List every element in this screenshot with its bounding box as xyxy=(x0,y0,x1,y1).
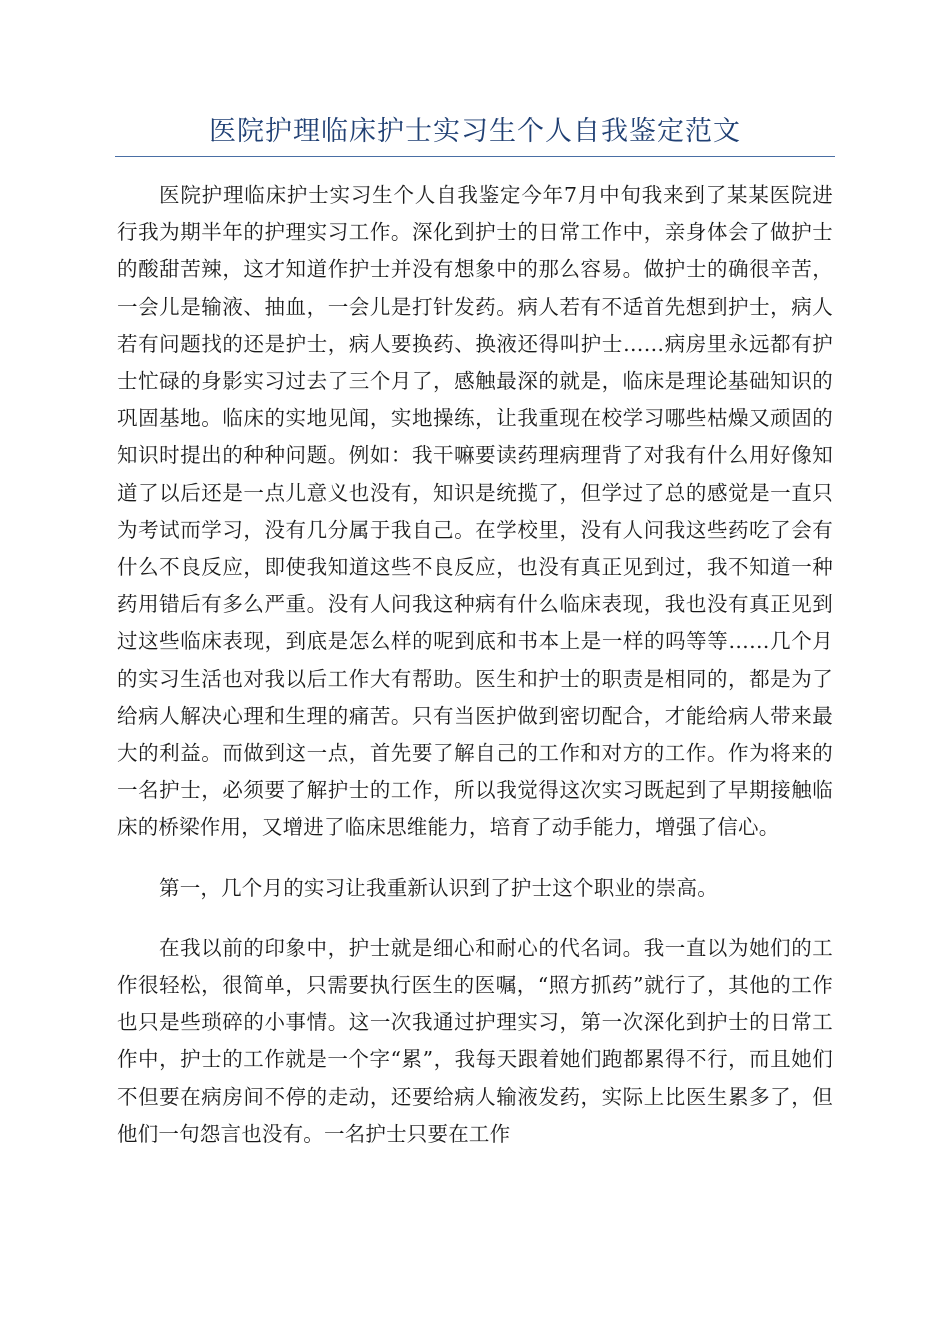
document-title: 医院护理临床护士实习生个人自我鉴定范文 xyxy=(209,116,741,147)
title-block xyxy=(115,112,835,157)
paragraph-3: 在我以前的印象中，护士就是细心和耐心的代名词。我一直以为她们的工作很轻松，很简单，只需要执行医生的医嘱，“照方抓药”就行了，其他的工作也只是些琐碎的小事情。这一次我通过护理实习，第一次深化到护士的日常工作中，护士的工作就是一个字“累”，我每天跟着她们跑都累得不行，而且她们不但要在病房间不停的走动，还要给病人输液发药，实际上比医生累多了，但他们一句怨言也没有。一名护士只要在工作 xyxy=(117,935,833,1146)
paragraph-2: 第一，几个月的实习让我重新认识到了护士这个职业的崇高。 xyxy=(159,875,718,900)
document-body xyxy=(117,177,833,1153)
paragraph-1: 医院护理临床护士实习生个人自我鉴定今年7月中旬我来到了某某医院进行我为期半年的护理实习工作。深化到护士的日常工作中，亲身体会了做护士的酸甜苦辣，这才知道作护士并没有想象中的那么容易。做护士的确很辛苦，一会儿是输液、抽血，一会儿是打针发药。病人若有不适首先想到护士，病人若有问题找的还是护士，病人要换药、换液还得叫护士……病房里永远都有护士忙碌的身影实习过去了三个月了，感触最深的就是，临床是理论基础知识的巩固基地。临床的实地见闻，实地操练，让我重现在校学习哪些枯燥又顽固的知识时提出的种种问题。例如：我干嘛要读药理病理背了对我有什么用好像知道了以后还是一点儿意义也没有，知识是统揽了，但学过了总的感觉是一直只为考试而学习，没有几分属于我自己。在学校里，没有人问我这些药吃了会有什么不良反应，即使我知道这些不良反应，也没有真正见到过，我不知道一种药用错后有多么严重。没有人问我这种病有什么临床表现，我也没有真正见到过这些临床表现，到底是怎么样的呢到底和书本上是一样的吗等等……几个月的实习生活也对我以后工作大有帮助。医生和护士的职责是相同的，都是为了给病人解决心理和生理的痛苦。只有当医护做到密切配合，才能给病人带来最大的利益。而做到这一点，首先要了解自己的工作和对方的工作。作为将来的一名护士，必须要了解护士的工作，所以我觉得这次实习既起到了早期接触临床的桥梁作用，又增进了临床思维能力，培育了动手能力，增强了信心。 xyxy=(117,183,833,840)
